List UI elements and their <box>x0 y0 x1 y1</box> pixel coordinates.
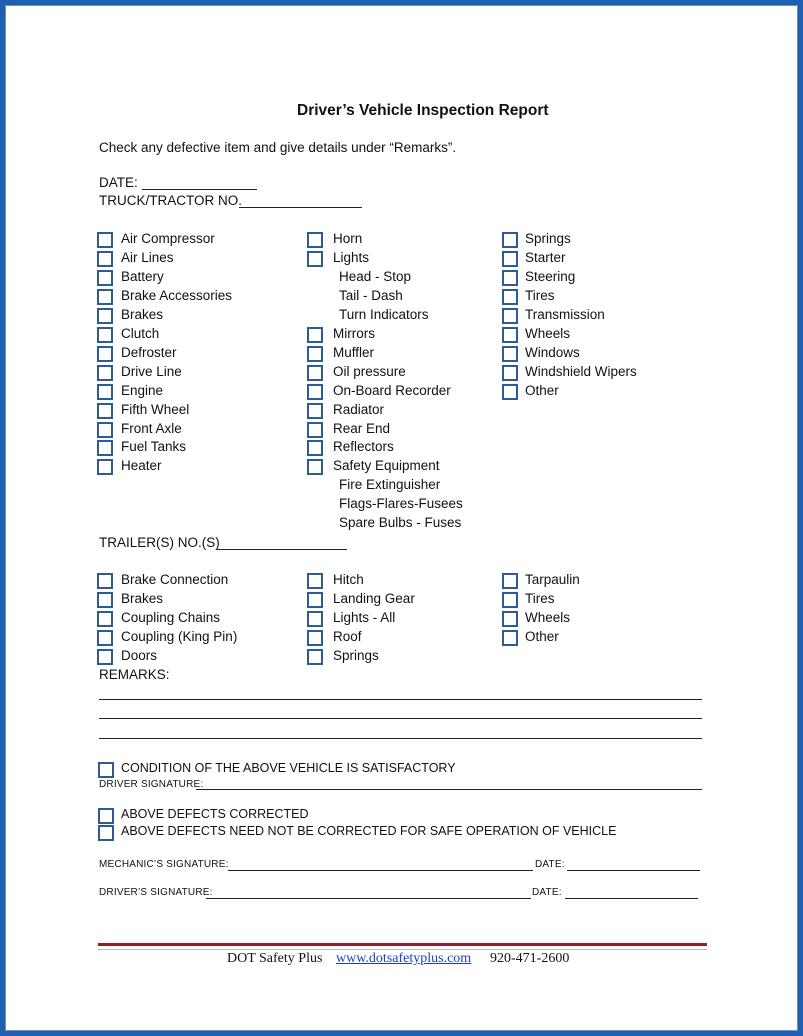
safety-equipment-checkbox[interactable] <box>307 459 323 475</box>
roof-label: Roof <box>333 628 362 644</box>
doors-checkbox[interactable] <box>97 649 113 665</box>
brakes-label: Brakes <box>121 306 164 322</box>
date-field[interactable] <box>142 189 257 190</box>
air-lines-checkbox[interactable] <box>97 251 113 267</box>
doors-label: Doors <box>121 647 158 663</box>
wheels-checkbox[interactable] <box>502 327 518 343</box>
instructions: Check any defective item and give details under “Remarks”. <box>99 140 457 155</box>
heater-label: Heater <box>121 458 162 474</box>
hitch-label: Hitch <box>333 572 364 587</box>
head-stop-label: Head - Stop <box>339 268 412 284</box>
driver-date-label: DATE: <box>532 887 562 898</box>
drive-line-checkbox[interactable] <box>97 365 113 381</box>
remarks-line-2[interactable] <box>99 718 702 719</box>
fuel-tanks-checkbox[interactable] <box>97 440 113 456</box>
mirrors-label: Mirrors <box>333 325 375 341</box>
muffler-label: Muffler <box>333 344 375 360</box>
mirrors-checkbox[interactable] <box>307 327 323 343</box>
tires-label: Tires <box>525 287 555 303</box>
lights-label: Lights <box>333 249 370 265</box>
tires-checkbox[interactable] <box>502 289 518 305</box>
defroster-checkbox[interactable] <box>97 346 113 362</box>
trailer-number-field[interactable] <box>217 549 347 550</box>
defroster-label: Defroster <box>121 344 177 360</box>
reflectors-checkbox[interactable] <box>307 440 323 456</box>
steering-checkbox[interactable] <box>502 270 518 286</box>
form-title: Driver’s Vehicle Inspection Report <box>297 102 549 119</box>
brake-connection-checkbox[interactable] <box>97 573 113 589</box>
windshield-wipers-label: Windshield Wipers <box>525 363 637 379</box>
mechanic-signature-field[interactable] <box>228 870 533 871</box>
heater-checkbox[interactable] <box>97 459 113 475</box>
fire-extinguisher-label: Fire Extinguisher <box>339 477 441 493</box>
driver-date-field[interactable] <box>565 898 698 899</box>
spare-bulbs-fuses-label: Spare Bulbs - Fuses <box>339 515 462 531</box>
inspection-form-page <box>5 5 798 1031</box>
on-board-recorder-checkbox[interactable] <box>307 384 323 400</box>
rear-end-checkbox[interactable] <box>307 422 323 438</box>
safety-equipment-label: Safety Equipment <box>333 458 440 474</box>
springs-label: Springs <box>525 231 571 246</box>
wheels-label: Wheels <box>525 325 571 341</box>
oil-pressure-label: Oil pressure <box>333 363 406 379</box>
defects-not-corrected-checkbox[interactable] <box>98 825 114 841</box>
air-lines-label: Air Lines <box>121 249 174 265</box>
battery-checkbox[interactable] <box>97 270 113 286</box>
reflectors-label: Reflectors <box>333 439 394 455</box>
mechanic-date-label: DATE: <box>535 859 565 870</box>
condition-satisfactory-checkbox[interactable] <box>98 762 114 778</box>
brakes-checkbox[interactable] <box>97 592 113 608</box>
footer-rule-shadow <box>98 949 707 950</box>
other-label: Other <box>525 628 559 644</box>
truck-number-label: TRUCK/TRACTOR NO. <box>99 193 243 208</box>
muffler-checkbox[interactable] <box>307 346 323 362</box>
flags-flares-fusees-label: Flags-Flares-Fusees <box>339 496 463 512</box>
coupling-chains-checkbox[interactable] <box>97 611 113 627</box>
clutch-label: Clutch <box>121 325 160 341</box>
defects-corrected-checkbox[interactable] <box>98 808 114 824</box>
brake-accessories-checkbox[interactable] <box>97 289 113 305</box>
front-axle-label: Front Axle <box>121 420 182 436</box>
windshield-wipers-checkbox[interactable] <box>502 365 518 381</box>
remarks-line-3[interactable] <box>99 738 702 739</box>
transmission-checkbox[interactable] <box>502 308 518 324</box>
lights-all-checkbox[interactable] <box>307 611 323 627</box>
footer-website-link[interactable]: www.dotsafetyplus.com <box>336 951 472 966</box>
lights-all-label: Lights - All <box>333 609 396 625</box>
brake-connection-label: Brake Connection <box>121 572 229 587</box>
landing-gear-checkbox[interactable] <box>307 592 323 608</box>
coupling-chains-label: Coupling Chains <box>121 609 221 625</box>
drivers-signature-label: DRIVER’S SIGNATURE: <box>99 887 213 898</box>
driver-signature-label: DRIVER SIGNATURE: <box>99 779 204 790</box>
wheels-checkbox[interactable] <box>502 611 518 627</box>
mechanic-signature-label: MECHANIC’S SIGNATURE: <box>99 859 229 870</box>
hitch-checkbox[interactable] <box>307 573 323 589</box>
springs-checkbox[interactable] <box>502 232 518 248</box>
tail-dash-label: Tail - Dash <box>339 287 403 303</box>
oil-pressure-checkbox[interactable] <box>307 365 323 381</box>
horn-checkbox[interactable] <box>307 232 323 248</box>
front-axle-checkbox[interactable] <box>97 422 113 438</box>
condition-satisfactory-label: CONDITION OF THE ABOVE VEHICLE IS SATISFACTORY <box>121 761 456 775</box>
footer-phone: 920-471-2600 <box>490 951 570 966</box>
brakes-checkbox[interactable] <box>97 308 113 324</box>
radiator-checkbox[interactable] <box>307 403 323 419</box>
battery-label: Battery <box>121 268 164 284</box>
mechanic-date-field[interactable] <box>567 870 700 871</box>
footer-rule <box>98 943 707 946</box>
fifth-wheel-label: Fifth Wheel <box>121 401 190 417</box>
lights-checkbox[interactable] <box>307 251 323 267</box>
radiator-label: Radiator <box>333 401 385 417</box>
tarpaulin-checkbox[interactable] <box>502 573 518 589</box>
date-label: DATE: <box>99 175 138 190</box>
driver-signature-field[interactable] <box>196 789 702 790</box>
coupling-king-pin-label: Coupling (King Pin) <box>121 628 238 644</box>
engine-checkbox[interactable] <box>97 384 113 400</box>
fifth-wheel-checkbox[interactable] <box>97 403 113 419</box>
springs-checkbox[interactable] <box>307 649 323 665</box>
horn-label: Horn <box>333 231 363 246</box>
starter-checkbox[interactable] <box>502 251 518 267</box>
drivers-signature-field[interactable] <box>206 898 531 899</box>
defects-corrected-label: ABOVE DEFECTS CORRECTED <box>121 807 309 821</box>
trailer-number-label: TRAILER(S) NO.(S) <box>99 535 220 550</box>
other-checkbox[interactable] <box>502 384 518 400</box>
starter-label: Starter <box>525 249 566 265</box>
footer-company: DOT Safety Plus <box>227 951 323 966</box>
landing-gear-label: Landing Gear <box>333 590 415 606</box>
remarks-line-1[interactable] <box>99 699 702 700</box>
tarpaulin-label: Tarpaulin <box>525 572 580 587</box>
other-checkbox[interactable] <box>502 630 518 646</box>
fuel-tanks-label: Fuel Tanks <box>121 439 187 455</box>
windows-label: Windows <box>525 344 580 360</box>
defects-not-corrected-label: ABOVE DEFECTS NEED NOT BE CORRECTED FOR SAFE OPERATION OF VEHICLE <box>121 824 617 838</box>
engine-label: Engine <box>121 382 164 398</box>
remarks-label: REMARKS: <box>99 667 170 682</box>
wheels-label: Wheels <box>525 609 571 625</box>
brake-accessories-label: Brake Accessories <box>121 287 233 303</box>
clutch-checkbox[interactable] <box>97 327 113 343</box>
drive-line-label: Drive Line <box>121 363 182 379</box>
coupling-king-pin-checkbox[interactable] <box>97 630 113 646</box>
turn-indicators-label: Turn Indicators <box>339 306 429 322</box>
other-label: Other <box>525 382 559 398</box>
on-board-recorder-label: On-Board Recorder <box>333 382 451 398</box>
tires-label: Tires <box>525 590 555 606</box>
steering-label: Steering <box>525 268 576 284</box>
air-compressor-label: Air Compressor <box>121 231 215 246</box>
transmission-label: Transmission <box>525 306 605 322</box>
air-compressor-checkbox[interactable] <box>97 232 113 248</box>
windows-checkbox[interactable] <box>502 346 518 362</box>
rear-end-label: Rear End <box>333 420 391 436</box>
tires-checkbox[interactable] <box>502 592 518 608</box>
truck-number-field[interactable] <box>239 207 362 208</box>
springs-label: Springs <box>333 647 379 663</box>
brakes-label: Brakes <box>121 590 164 606</box>
roof-checkbox[interactable] <box>307 630 323 646</box>
